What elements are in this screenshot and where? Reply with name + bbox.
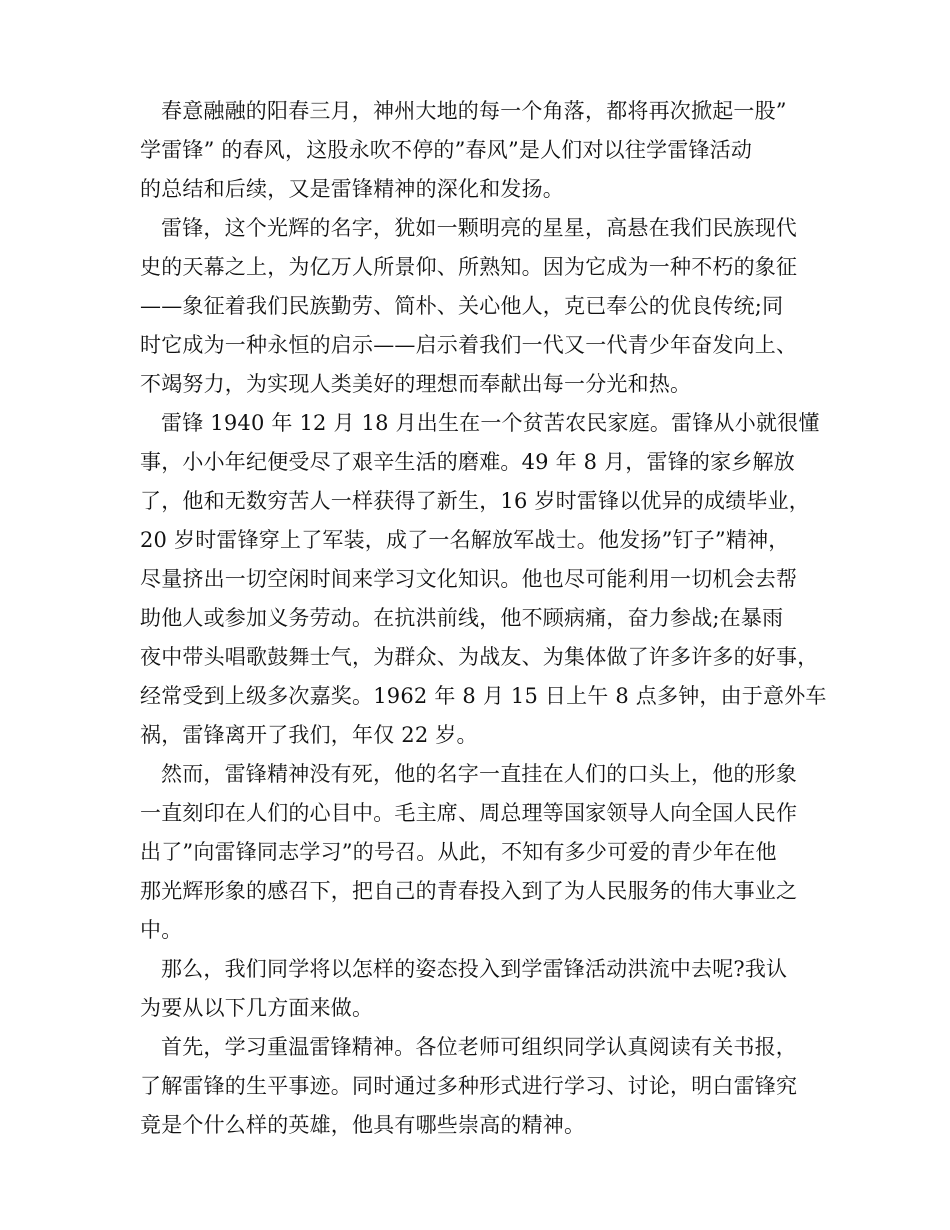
text-line: 雷锋 1940 年 12 月 18 月出生在一个贫苦农民家庭。雷锋从小就很懂	[161, 411, 820, 435]
text-line: 中。	[140, 918, 183, 942]
text-line: ——象征着我们民族勤劳、简朴、关心他人，克已奉公的优良传统;同	[140, 294, 784, 318]
text-line: 一直刻印在人们的心目中。毛主席、周总理等国家领导人向全国人民作	[140, 801, 798, 825]
text-line: 然而，雷锋精神没有死，他的名字一直挂在人们的口头上，他的形象	[161, 762, 797, 786]
text-line: 了，他和无数穷苦人一样获得了新生，16 岁时雷锋以优异的成绩毕业，	[140, 489, 810, 513]
text-line: 雷锋，这个光辉的名字，犹如一颗明亮的星星，高悬在我们民族现代	[161, 216, 797, 240]
text-line: 夜中带头唱歌鼓舞士气，为群众、为战友、为集体做了许多许多的好事，	[140, 645, 819, 669]
text-line: 出了”向雷锋同志学习”的号召。从此，不知有多少可爱的青少年在他	[140, 840, 777, 864]
text-line: 时它成为一种永恒的启示——启示着我们一代又一代青少年奋发向上、	[140, 333, 798, 357]
text-line: 20 岁时雷锋穿上了军装，成了一名解放军战士。他发扬”钉子”精神，	[140, 528, 790, 552]
text-line: 祸，雷锋离开了我们，年仅 22 岁。	[140, 723, 478, 747]
text-line: 尽量挤出一切空闲时间来学习文化知识。他也尽可能利用一切机会去帮	[140, 567, 798, 591]
text-line: 那么，我们同学将以怎样的姿态投入到学雷锋活动洪流中去呢?我认	[161, 957, 788, 981]
text-line: 为要从以下几方面来做。	[140, 996, 374, 1020]
text-line: 事，小小年纪便受尽了艰辛生活的磨难。49 年 8 月，雷锋的家乡解放	[140, 450, 795, 474]
text-line: 的总结和后续，又是雷锋精神的深化和发扬。	[140, 177, 564, 201]
text-line: 助他人或参加义务劳动。在抗洪前线，他不顾病痛，奋力参战;在暴雨	[140, 606, 784, 630]
text-line: 了解雷锋的生平事迹。同时通过多种形式进行学习、讨论，明白雷锋究	[140, 1074, 798, 1098]
text-line: 竟是个什么样的英雄，他具有哪些崇高的精神。	[140, 1113, 586, 1137]
text-line: 春意融融的阳春三月，神州大地的每一个角落，都将再次掀起一股”	[161, 99, 787, 123]
text-line: 首先，学习重温雷锋精神。各位老师可组织同学认真阅读有关书报，	[161, 1035, 797, 1059]
text-line: 学雷锋” 的春风，这股永吹不停的”春风”是人们对以往学雷锋活动	[140, 138, 753, 162]
text-line: 那光辉形象的感召下，把自己的青春投入到了为人民服务的伟大事业之	[140, 879, 798, 903]
text-line: 经常受到上级多次嘉奖。1962 年 8 月 15 日上午 8 点多钟，由于意外车	[140, 684, 827, 708]
text-line: 不竭努力，为实现人类美好的理想而奉献出每一分光和热。	[140, 372, 692, 396]
text-line: 史的天幕之上，为亿万人所景仰、所熟知。因为它成为一种不朽的象征	[140, 255, 798, 279]
document-body	[140, 92, 827, 1145]
